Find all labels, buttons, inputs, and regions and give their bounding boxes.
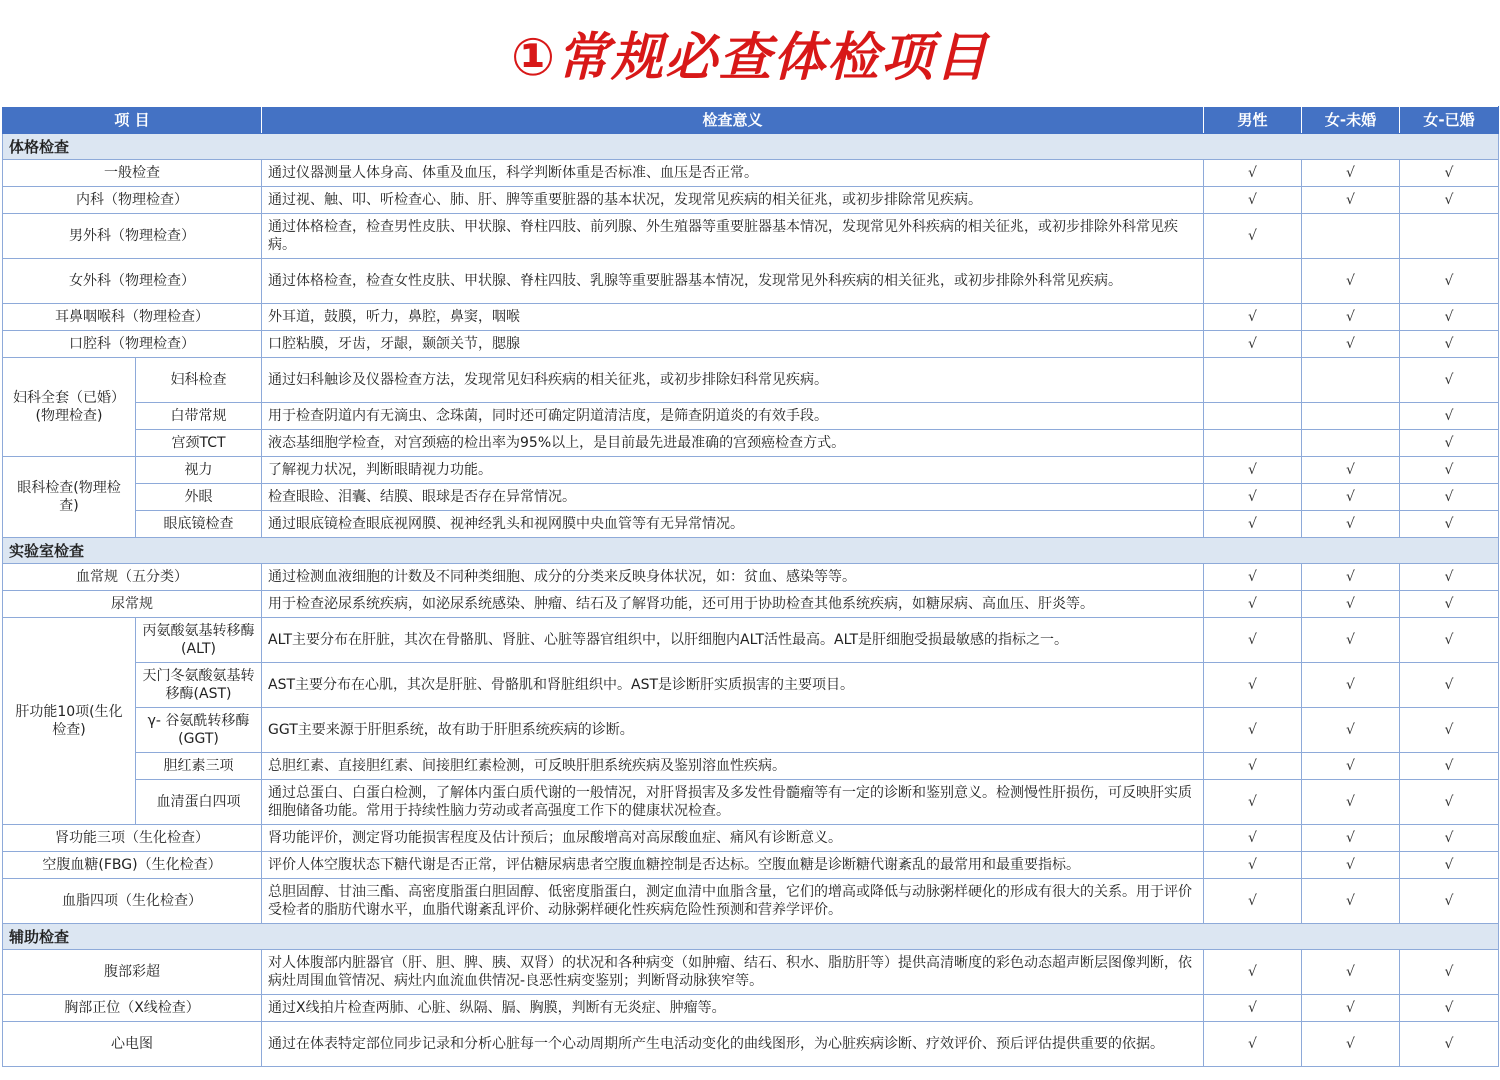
- check-female-unmarried: √: [1302, 591, 1400, 618]
- check-female-unmarried: [1302, 430, 1400, 457]
- item-name: 口腔科（物理检查）: [3, 331, 262, 358]
- check-male: √: [1204, 160, 1302, 187]
- item-name: 男外科（物理检查）: [3, 214, 262, 259]
- table-row: [3, 564, 1499, 591]
- check-male: √: [1204, 618, 1302, 663]
- sub-item-name: 丙氨酸氨基转移酶(ALT): [136, 618, 262, 663]
- table-row: [3, 484, 1499, 511]
- check-female-married: √: [1400, 591, 1499, 618]
- item-desc: 通过总蛋白、白蛋白检测，了解体内蛋白质代谢的一般情况，对肝肾损害及多发性骨髓瘤等有一定的诊断和鉴别意义。检测慢性肝损伤，可反映肝实质细胞储备功能。常用于持续性脑力劳动或者高强度工作下的健康状况检查。: [262, 780, 1204, 825]
- section-title: 实验室检查: [3, 538, 1499, 564]
- check-male: √: [1204, 995, 1302, 1022]
- check-male: √: [1204, 780, 1302, 825]
- header-female-unmarried: 女-未婚: [1302, 107, 1400, 134]
- sub-item-name: 眼底镜检查: [136, 511, 262, 538]
- check-female-unmarried: √: [1302, 950, 1400, 995]
- item-desc: 肾功能评价，测定肾功能损害程度及估计预后；血尿酸增高对高尿酸血症、痛风有诊断意义。: [262, 825, 1204, 852]
- check-male: √: [1204, 950, 1302, 995]
- table-row: [3, 708, 1499, 753]
- item-desc: ALT主要分布在肝脏，其次在骨骼肌、肾脏、心脏等器官组织中，以肝细胞内ALT活性最高。ALT是肝细胞受损最敏感的指标之一。: [262, 618, 1204, 663]
- item-desc: 通过视、触、叩、听检查心、肺、肝、脾等重要脏器的基本状况，发现常见疾病的相关征兆，或初步排除常见疾病。: [262, 187, 1204, 214]
- item-desc: 通过体格检查，检查女性皮肤、甲状腺、脊柱四肢、乳腺等重要脏器基本情况，发现常见外科疾病的相关征兆，或初步排除外科常见疾病。: [262, 259, 1204, 304]
- sub-item-name: 宫颈TCT: [136, 430, 262, 457]
- check-female-married: √: [1400, 259, 1499, 304]
- check-male: [1204, 259, 1302, 304]
- item-name: 耳鼻咽喉科（物理检查）: [3, 304, 262, 331]
- check-male: √: [1204, 708, 1302, 753]
- section-title: 辅助检查: [3, 924, 1499, 950]
- table-row: [3, 457, 1499, 484]
- item-name: 血脂四项（生化检查）: [3, 879, 262, 924]
- check-male: √: [1204, 825, 1302, 852]
- check-female-married: √: [1400, 187, 1499, 214]
- item-desc: 通过检测血液细胞的计数及不同种类细胞、成分的分类来反映身体状况，如：贫血、感染等等。: [262, 564, 1204, 591]
- sub-item-name: 视力: [136, 457, 262, 484]
- item-desc: AST主要分布在心肌，其次是肝脏、骨骼肌和肾脏组织中。AST是诊断肝实质损害的主要项目。: [262, 663, 1204, 708]
- item-desc: 通过在体表特定部位同步记录和分析心脏每一个心动周期所产生电活动变化的曲线图形，为心脏疾病诊断、疗效评价、预后评估提供重要的依据。: [262, 1022, 1204, 1067]
- check-female-unmarried: √: [1302, 663, 1400, 708]
- item-name: 尿常规: [3, 591, 262, 618]
- group-name: 肝功能10项(生化检查): [3, 618, 136, 825]
- check-female-unmarried: √: [1302, 187, 1400, 214]
- item-desc: 了解视力状况，判断眼睛视力功能。: [262, 457, 1204, 484]
- item-desc: 对人体腹部内脏器官（肝、胆、脾、胰、双肾）的状况和各种病变（如肿瘤、结石、积水、脂肪肝等）提供高清晰度的彩色动态超声断层图像判断，依病灶周围血管情况、病灶内血流血供情况-良恶性病变鉴别；判断肾动脉狭窄等。: [262, 950, 1204, 995]
- check-female-unmarried: [1302, 214, 1400, 259]
- check-female-unmarried: √: [1302, 331, 1400, 358]
- check-male: √: [1204, 564, 1302, 591]
- table-row: [3, 825, 1499, 852]
- section-row: [3, 134, 1499, 160]
- table-row: [3, 214, 1499, 259]
- check-female-unmarried: [1302, 403, 1400, 430]
- check-male: [1204, 403, 1302, 430]
- sub-item-name: 天门冬氨酸氨基转移酶(AST): [136, 663, 262, 708]
- item-desc: 口腔粘膜，牙齿，牙龈，颞颌关节，腮腺: [262, 331, 1204, 358]
- table-row: [3, 852, 1499, 879]
- check-male: √: [1204, 187, 1302, 214]
- sub-item-name: 白带常规: [136, 403, 262, 430]
- item-name: 血常规（五分类）: [3, 564, 262, 591]
- check-female-unmarried: √: [1302, 484, 1400, 511]
- item-name: 空腹血糖(FBG)（生化检查）: [3, 852, 262, 879]
- table-row: [3, 358, 1499, 403]
- check-female-unmarried: √: [1302, 879, 1400, 924]
- check-female-married: √: [1400, 995, 1499, 1022]
- check-male: √: [1204, 304, 1302, 331]
- check-male: √: [1204, 214, 1302, 259]
- item-name: 胸部正位（X线检查）: [3, 995, 262, 1022]
- item-desc: 通过眼底镜检查眼底视网膜、视神经乳头和视网膜中央血管等有无异常情况。: [262, 511, 1204, 538]
- check-female-married: √: [1400, 852, 1499, 879]
- check-male: √: [1204, 1022, 1302, 1067]
- check-female-married: √: [1400, 780, 1499, 825]
- table-row: [3, 511, 1499, 538]
- check-female-married: √: [1400, 358, 1499, 403]
- section-row: [3, 538, 1499, 564]
- section-row: [3, 924, 1499, 950]
- check-female-unmarried: √: [1302, 618, 1400, 663]
- item-name: 腹部彩超: [3, 950, 262, 995]
- check-female-married: [1400, 214, 1499, 259]
- table-row: [3, 430, 1499, 457]
- check-female-unmarried: √: [1302, 995, 1400, 1022]
- check-male: [1204, 358, 1302, 403]
- check-female-married: √: [1400, 879, 1499, 924]
- item-desc: 评价人体空腹状态下糖代谢是否正常，评估糖尿病患者空腹血糖控制是否达标。空腹血糖是诊断糖代谢紊乱的最常用和最重要指标。: [262, 852, 1204, 879]
- table-header-row: [3, 107, 1499, 134]
- header-male: 男性: [1204, 107, 1302, 134]
- item-name: 女外科（物理检查）: [3, 259, 262, 304]
- check-female-married: √: [1400, 708, 1499, 753]
- page-title: ①常规必查体检项目: [510, 27, 990, 88]
- check-female-married: √: [1400, 511, 1499, 538]
- group-name: 眼科检查(物理检查): [3, 457, 136, 538]
- check-female-unmarried: √: [1302, 564, 1400, 591]
- table-row: [3, 259, 1499, 304]
- check-female-married: √: [1400, 304, 1499, 331]
- table-row: [3, 879, 1499, 924]
- check-female-married: √: [1400, 457, 1499, 484]
- item-desc: 总胆固醇、甘油三酯、高密度脂蛋白胆固醇、低密度脂蛋白，测定血清中血脂含量，它们的增高或降低与动脉粥样硬化的形成有很大的关系。用于评价受检者的脂肪代谢水平，血脂代谢紊乱评价、动脉粥样硬化性疾病危险性预测和营养学评价。: [262, 879, 1204, 924]
- check-female-married: √: [1400, 484, 1499, 511]
- check-female-married: √: [1400, 618, 1499, 663]
- item-desc: 用于检查泌尿系统疾病，如泌尿系统感染、肿瘤、结石及了解肾功能，还可用于协助检查其他系统疾病，如糖尿病、高血压、肝炎等。: [262, 591, 1204, 618]
- item-desc: 用于检查阴道内有无滴虫、念珠菌，同时还可确定阴道清洁度，是筛查阴道炎的有效手段。: [262, 403, 1204, 430]
- table-row: [3, 663, 1499, 708]
- sub-item-name: 外眼: [136, 484, 262, 511]
- check-female-unmarried: [1302, 358, 1400, 403]
- check-female-unmarried: √: [1302, 160, 1400, 187]
- table-row: [3, 187, 1499, 214]
- exam-table-container: [2, 106, 1498, 1067]
- check-male: [1204, 430, 1302, 457]
- item-name: 心电图: [3, 1022, 262, 1067]
- table-row: [3, 331, 1499, 358]
- check-female-unmarried: √: [1302, 457, 1400, 484]
- check-female-married: √: [1400, 403, 1499, 430]
- check-female-unmarried: √: [1302, 825, 1400, 852]
- check-male: √: [1204, 591, 1302, 618]
- item-desc: 检查眼睑、泪囊、结膜、眼球是否存在异常情况。: [262, 484, 1204, 511]
- item-desc: GGT主要来源于肝胆系统，故有助于肝胆系统疾病的诊断。: [262, 708, 1204, 753]
- item-name: 一般检查: [3, 160, 262, 187]
- check-female-married: √: [1400, 430, 1499, 457]
- table-row: [3, 753, 1499, 780]
- check-female-unmarried: √: [1302, 780, 1400, 825]
- exam-table: [2, 106, 1499, 1067]
- check-female-unmarried: √: [1302, 259, 1400, 304]
- check-female-unmarried: √: [1302, 708, 1400, 753]
- check-male: √: [1204, 511, 1302, 538]
- group-name: 妇科全套（已婚）(物理检查): [3, 358, 136, 457]
- check-female-married: √: [1400, 564, 1499, 591]
- item-desc: 通过妇科触诊及仪器检查方法，发现常见妇科疾病的相关征兆，或初步排除妇科常见疾病。: [262, 358, 1204, 403]
- check-female-married: √: [1400, 753, 1499, 780]
- check-male: √: [1204, 331, 1302, 358]
- check-female-married: √: [1400, 1022, 1499, 1067]
- header-meaning: 检查意义: [262, 107, 1204, 134]
- item-desc: 通过体格检查，检查男性皮肤、甲状腺、脊柱四肢、前列腺、外生殖器等重要脏器基本情况，发现常见外科疾病的相关征兆，或初步排除外科常见疾病。: [262, 214, 1204, 259]
- header-female-married: 女-已婚: [1400, 107, 1499, 134]
- check-female-unmarried: √: [1302, 511, 1400, 538]
- header-item: 项 目: [3, 107, 262, 134]
- check-female-unmarried: √: [1302, 1022, 1400, 1067]
- sub-item-name: γ- 谷氨酰转移酶(GGT): [136, 708, 262, 753]
- table-row: [3, 1022, 1499, 1067]
- check-female-unmarried: √: [1302, 852, 1400, 879]
- check-male: √: [1204, 663, 1302, 708]
- check-male: √: [1204, 457, 1302, 484]
- check-male: √: [1204, 852, 1302, 879]
- item-desc: 液态基细胞学检查，对宫颈癌的检出率为95%以上，是目前最先进最准确的宫颈癌检查方式。: [262, 430, 1204, 457]
- check-female-married: √: [1400, 825, 1499, 852]
- check-female-married: √: [1400, 950, 1499, 995]
- item-desc: 外耳道，鼓膜，听力，鼻腔，鼻窦，咽喉: [262, 304, 1204, 331]
- table-row: [3, 403, 1499, 430]
- check-female-unmarried: √: [1302, 753, 1400, 780]
- item-name: 内科（物理检查）: [3, 187, 262, 214]
- table-row: [3, 618, 1499, 663]
- table-row: [3, 160, 1499, 187]
- table-row: [3, 591, 1499, 618]
- sub-item-name: 胆红素三项: [136, 753, 262, 780]
- check-female-married: √: [1400, 331, 1499, 358]
- check-female-unmarried: √: [1302, 304, 1400, 331]
- table-row: [3, 780, 1499, 825]
- table-row: [3, 995, 1499, 1022]
- check-female-married: √: [1400, 663, 1499, 708]
- check-male: √: [1204, 879, 1302, 924]
- check-female-married: √: [1400, 160, 1499, 187]
- item-desc: 总胆红素、直接胆红素、间接胆红素检测，可反映肝胆系统疾病及鉴别溶血性疾病。: [262, 753, 1204, 780]
- check-male: √: [1204, 753, 1302, 780]
- table-row: [3, 304, 1499, 331]
- item-desc: 通过X线拍片检查两肺、心脏、纵隔、膈、胸膜，判断有无炎症、肿瘤等。: [262, 995, 1204, 1022]
- sub-item-name: 血清蛋白四项: [136, 780, 262, 825]
- item-name: 肾功能三项（生化检查）: [3, 825, 262, 852]
- item-desc: 通过仪器测量人体身高、体重及血压，科学判断体重是否标准、血压是否正常。: [262, 160, 1204, 187]
- table-row: [3, 950, 1499, 995]
- sub-item-name: 妇科检查: [136, 358, 262, 403]
- section-title: 体格检查: [3, 134, 1499, 160]
- check-male: √: [1204, 484, 1302, 511]
